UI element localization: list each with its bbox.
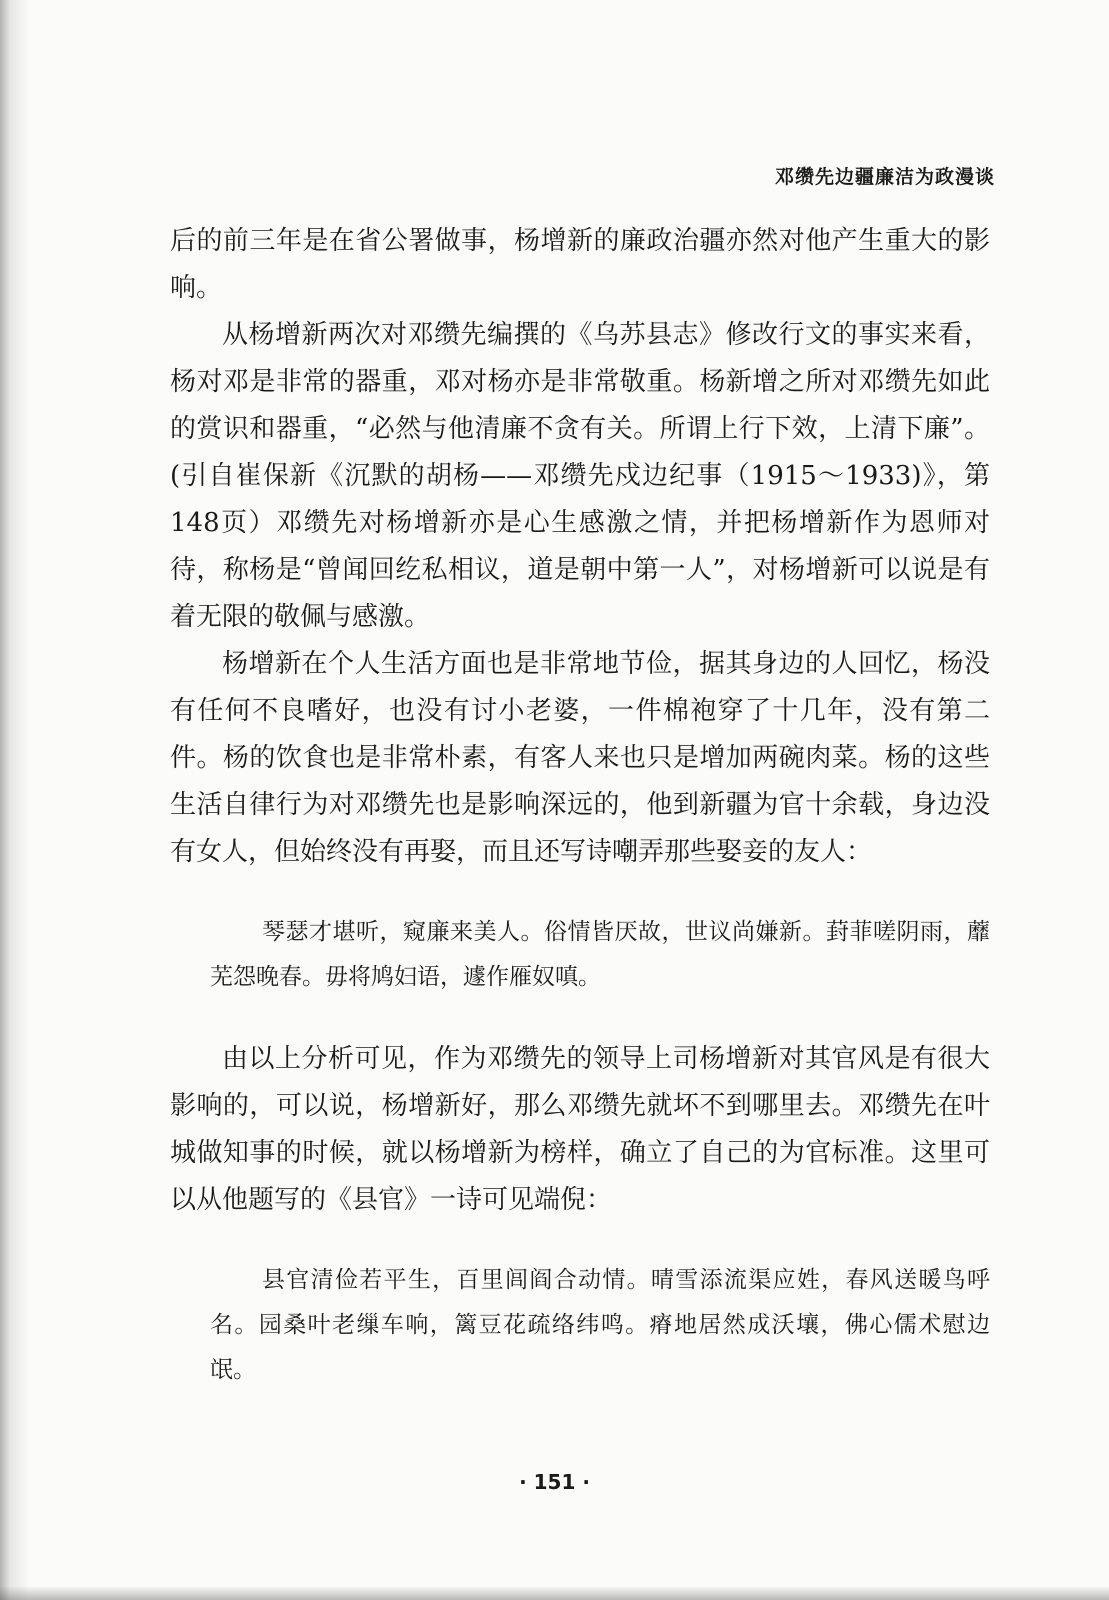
body-text [170, 218, 990, 1429]
poem-quote-2: 县官清俭若平生，百里闾阎合动情。晴雪添流渠应姓，春风送暖鸟呼名。园桑叶老缫车响，篱豆花疏络纬鸣。瘠地居然成沃壤，佛心儒术慰边氓。 [210, 1267, 990, 1383]
scan-edge-left [0, 0, 30, 1600]
page-number: · 151 · [519, 1470, 590, 1494]
paragraph-3: 杨增新在个人生活方面也是非常地节俭，据其身边的人回忆，杨没有任何不良嗜好，也没有讨小老婆，一件棉袍穿了十几年，没有第二件。杨的饮食也是非常朴素，有客人来也只是增加两碗肉菜。杨的这些生活自律行为对邓缵先也是影响深远的，他到新疆为官十余载，身边没有女人，但始终没有再娶，而且还写诗嘲弄那些娶妾的友人： [170, 649, 990, 867]
scan-edge-bottom [0, 1586, 1109, 1600]
running-head: 邓缵先边疆廉洁为政漫谈 [774, 166, 995, 188]
paragraph-4: 由以上分析可见，作为邓缵先的领导上司杨增新对其官风是有很大影响的，可以说，杨增新好，那么邓缵先就坏不到哪里去。邓缵先在叶城做知事的时候，就以杨增新为榜样，确立了自己的为官标准。这里可以从他题写的《县官》一诗可见端倪： [170, 1044, 990, 1215]
poem-quote-1: 琴瑟才堪听，窥廉来美人。俗情皆厌故，世议尚嫌新。葑菲嗟阴雨，蘼芜怨晚春。毋将鸠妇语，遽作雁奴嗔。 [210, 919, 990, 990]
paragraph-2: 从杨增新两次对邓缵先编撰的《乌苏县志》修改行文的事实来看，杨对邓是非常的器重，邓对杨亦是非常敬重。杨新增之所对邓缵先如此的赏识和器重，“必然与他清廉不贪有关。所谓上行下效，上清下廉”。(引自崔保新《沉默的胡杨——邓缵先戍边纪事（1915～1933)》，第148页）邓缵先对杨增新亦是心生感激之情，并把杨增新作为恩师对待，称杨是“曾闻回纥私相议，道是朝中第一人”，对杨增新可以说是有着无限的敬佩与感激。 [170, 320, 990, 632]
paragraph-1: 后的前三年是在省公署做事，杨增新的廉政治疆亦然对他产生重大的影响。 [170, 226, 990, 303]
